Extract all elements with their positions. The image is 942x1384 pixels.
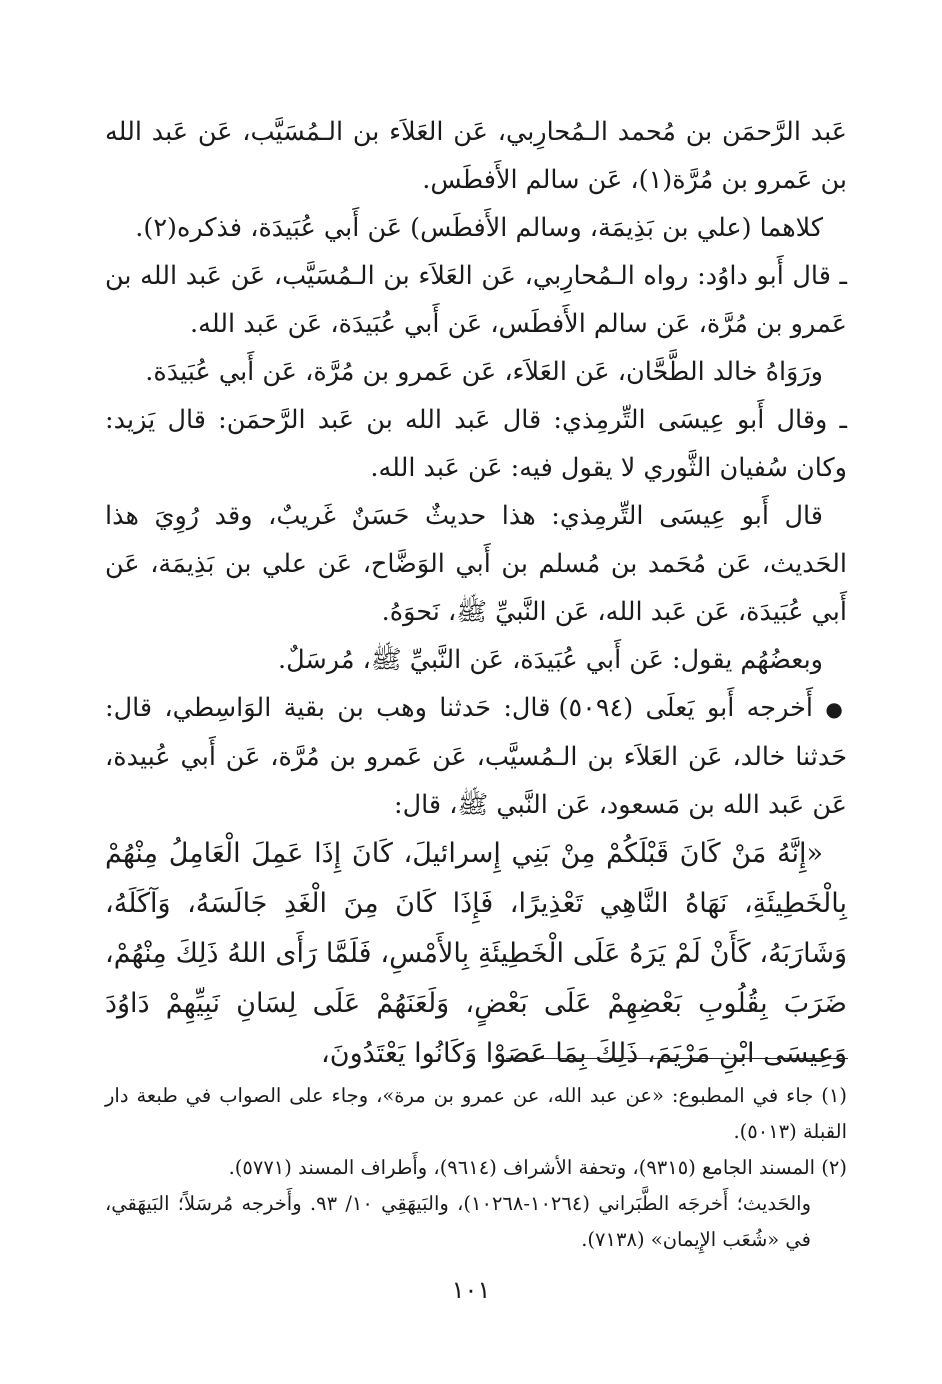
footnote-1: (١) جاء في المطبوع: «عن عبد الله، عن عمرو بن مرة»، وجاء على الصواب في طبعة دار القبلة (٥٠١٣). bbox=[105, 1084, 847, 1143]
paragraph-5: ـ وقال أَبو عِيسَى التِّرمِذي: قال عَبد الله بن عَبد الرَّحمَن: قال يَزيد: وكان سُفيان الثَّوري لا يقول فيه: عَن عَبد الله. bbox=[105, 405, 847, 483]
main-text bbox=[105, 108, 847, 1079]
paragraph-8 bbox=[105, 684, 847, 829]
page-number: ١٠١ bbox=[451, 1276, 491, 1304]
paragraph-1: عَبد الرَّحمَن بن مُحمد الـمُحارِبي، عَن العَلاَء بن الـمُسَيَّب، عَن عَبد الله بن عَمرو بن مُرَّة(١)، عَن سالم الأَفطَس. bbox=[105, 117, 847, 195]
paragraph-3: ـ قال أَبو داوُد: رواه الـمُحارِبي، عَن العَلاَء بن الـمُسَيَّب، عَن عَبد الله بن عَمرو بن مُرَّة، عَن سالم الأَفطَس، عَن أَبي عُبَيدَة، عَن عَبد الله. bbox=[105, 261, 847, 339]
footnote-divider bbox=[506, 1058, 848, 1059]
footnotes bbox=[105, 1078, 847, 1258]
paragraph-2: كلاهما (علي بن بَذِيمَة، وسالم الأَفطَس) عَن أَبي عُبَيدَة، فذكره(٢). bbox=[135, 213, 823, 243]
paragraph-6: قال أَبو عِيسَى التِّرمِذي: هذا حديثٌ حَسَنٌ غَريبٌ، وقد رُوِيَ هذا الحَديث، عَن مُحَمد بن مُسلم بن أَبي الوَضَّاح، عَن علي بن بَذِيمَة، عَن أَبي عُبَيدَة، عَن عَبد الله، عَن النَّبيِّ ﷺ، نَحوَهُ. bbox=[105, 501, 847, 627]
hadith-text: «إِنَّهُ مَنْ كَانَ قَبْلَكُمْ مِنْ بَنِي إِسرائيلَ، كَانَ إِذَا عَمِلَ الْعَامِلُ مِنْهُمْ بِالْخَطِيئَةِ، نَهَاهُ النَّاهِي تَعْذِيرًا، فَإِذَا كَانَ مِنَ الْغَدِ جَالَسَهُ، وَآكَلَهُ، وَشَارَبَهُ، كَأَنْ لَمْ يَرَهُ عَلَى الْخَطِيئَةِ بِالأَمْسِ، فَلَمَّا رَأَى اللهُ ذَلِكَ مِنْهُمْ، ضَرَبَ بِقُلُوبِ بَعْضِهِمْ عَلَى بَعْضٍ، وَلَعَنَهُمْ عَلَى لِسَانِ نَبِيِّهِمْ دَاوُدَ وَعِيسَى ابْنِ مَرْيَمَ، ذَلِكَ بِمَا عَصَوْا وَكَانُوا يَعْتَدُونَ، bbox=[105, 838, 847, 1069]
footnote-2-continuation: والحَديث؛ أَخرجَه الطَّبَراني (١٠٢٦٤-١٠٢٦٨)، والبَيهَقِي ١٠/ ٩٣. وأَخرجه مُرسَلاً؛ البَيهَقي، في «شُعَب الإِيمان» (٧١٣٨). bbox=[105, 1192, 812, 1251]
paragraph-8-text: أَخرجه أَبو يَعلَى (٥٠٩٤) قال: حَدثنا وهب بن بقية الوَاسِطي، قال: حَدثنا خالد، عَن العَلاَء بن الـمُسيَّب، عَن عَمرو بن مُرَّة، عَن أَبي عُبيدة، عَن عَبد الله بن مَسعود، عَن النَّبي ﷺ، قال: bbox=[105, 693, 847, 820]
bullet-icon: ● bbox=[825, 697, 848, 721]
paragraph-7: وبعضُهُم يقول: عَن أَبي عُبَيدَة، عَن النَّبيِّ ﷺ، مُرسَلٌ. bbox=[277, 645, 823, 675]
body-text bbox=[105, 108, 847, 1079]
paragraph-4: ورَوَاهُ خالد الطَّحَّان، عَن العَلاَء، عَن عَمرو بن مُرَّة، عَن أَبي عُبَيدَة. bbox=[145, 357, 823, 387]
footnote-2: (٢) المسند الجامع (٩٣١٥)، وتحفة الأشراف (٩٦١٤)، وأَطراف المسند (٥٧٧١). bbox=[228, 1156, 847, 1179]
